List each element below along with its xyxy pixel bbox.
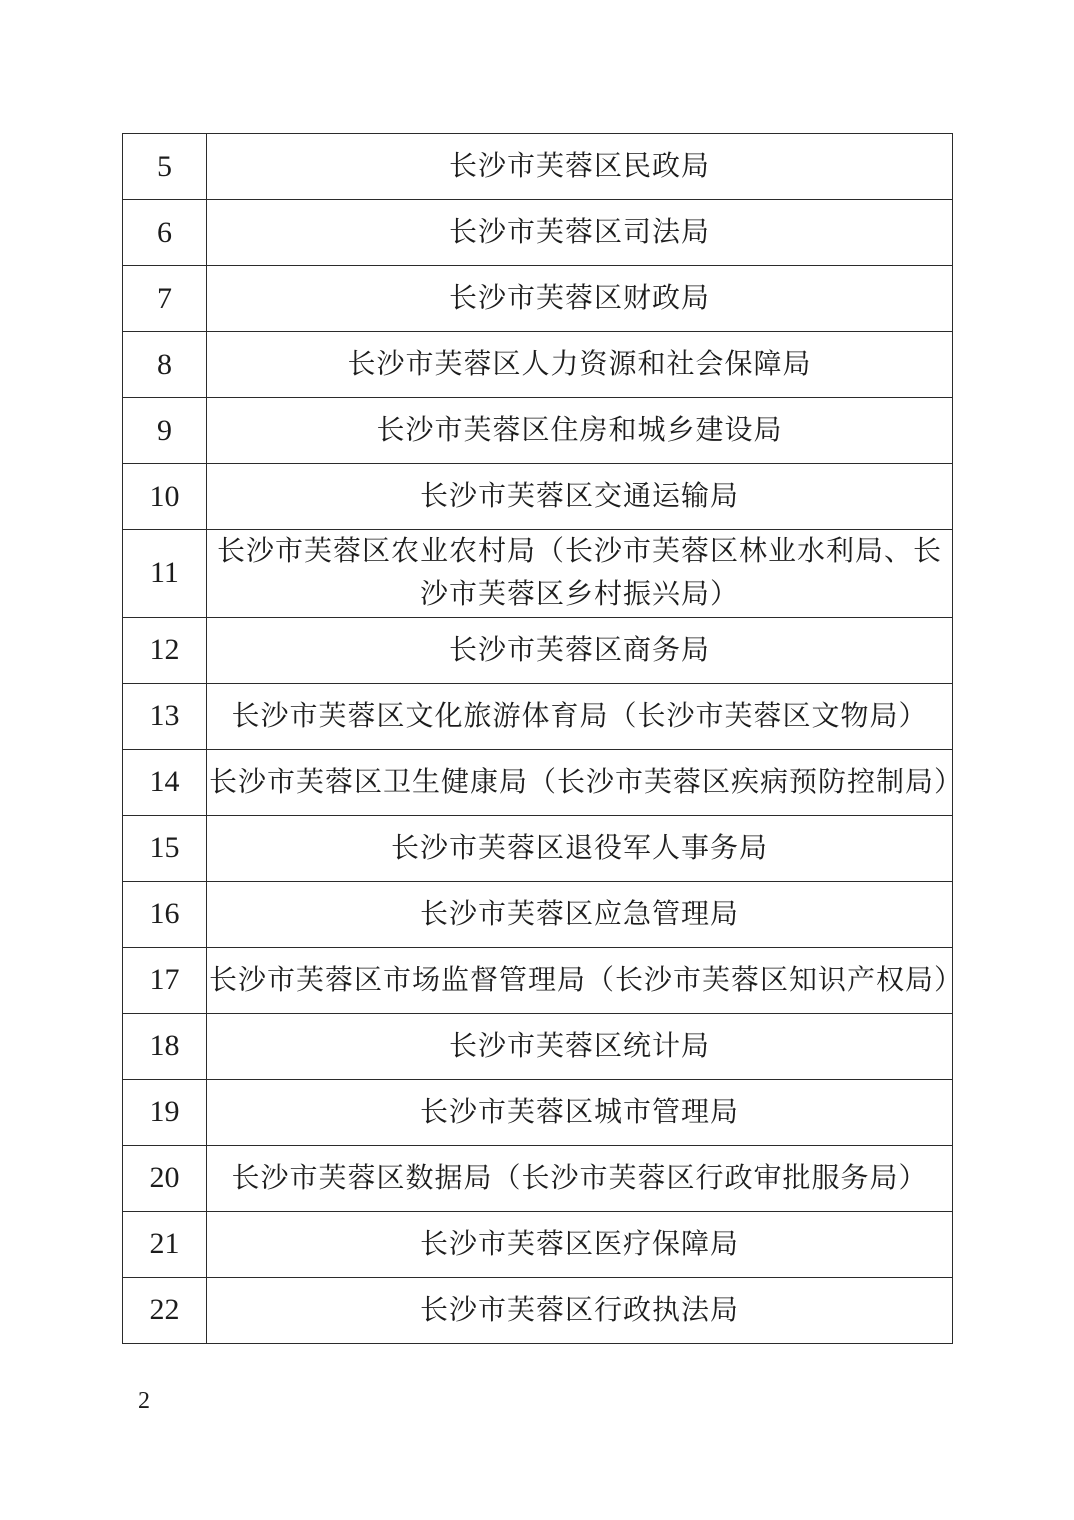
table-row: [123, 1079, 953, 1145]
table-row: [123, 1145, 953, 1211]
row-number: 18: [123, 1013, 207, 1079]
row-number: 14: [123, 749, 207, 815]
department-name: 长沙市芙蓉区人力资源和社会保障局: [207, 332, 953, 398]
page-number: 2: [138, 1388, 150, 1414]
row-number: 22: [123, 1277, 207, 1343]
table-row: [123, 617, 953, 683]
department-name: 长沙市芙蓉区民政局: [207, 134, 953, 200]
department-name: 长沙市芙蓉区应急管理局: [207, 881, 953, 947]
table-row: [123, 266, 953, 332]
table-row: [123, 683, 953, 749]
department-name: 长沙市芙蓉区交通运输局: [207, 464, 953, 530]
department-table-body: [123, 134, 964, 1344]
row-number: 9: [123, 398, 207, 464]
department-name: 长沙市芙蓉区文化旅游体育局（长沙市芙蓉区文物局）: [207, 683, 953, 749]
row-number: 11: [123, 530, 207, 618]
row-number: 15: [123, 815, 207, 881]
row-number: 12: [123, 617, 207, 683]
department-name: 长沙市芙蓉区医疗保障局: [207, 1211, 953, 1277]
row-number: 7: [123, 266, 207, 332]
table-row: [123, 464, 953, 530]
table-row: [123, 881, 953, 947]
table-row: [123, 200, 953, 266]
department-name: 长沙市芙蓉区卫生健康局（长沙市芙蓉区疾病预防控制局）: [207, 749, 953, 815]
table-row: [123, 1013, 953, 1079]
table-row: [123, 815, 953, 881]
table-row: [123, 1211, 953, 1277]
department-table: [122, 133, 964, 1344]
department-name: 长沙市芙蓉区财政局: [207, 266, 953, 332]
row-number: 17: [123, 947, 207, 1013]
department-name: 长沙市芙蓉区住房和城乡建设局: [207, 398, 953, 464]
row-number: 21: [123, 1211, 207, 1277]
table-row: [123, 398, 953, 464]
table-row: [123, 134, 953, 200]
row-number: 16: [123, 881, 207, 947]
department-name: 长沙市芙蓉区市场监督管理局（长沙市芙蓉区知识产权局）: [207, 947, 953, 1013]
department-name: 长沙市芙蓉区数据局（长沙市芙蓉区行政审批服务局）: [207, 1145, 953, 1211]
row-number: 5: [123, 134, 207, 200]
row-number: 19: [123, 1079, 207, 1145]
department-name: 长沙市芙蓉区退役军人事务局: [207, 815, 953, 881]
row-number: 10: [123, 464, 207, 530]
row-number: 8: [123, 332, 207, 398]
department-name: 长沙市芙蓉区商务局: [207, 617, 953, 683]
row-number: 6: [123, 200, 207, 266]
department-name: 长沙市芙蓉区行政执法局: [207, 1277, 953, 1343]
department-name: 长沙市芙蓉区统计局: [207, 1013, 953, 1079]
department-name: 长沙市芙蓉区城市管理局: [207, 1079, 953, 1145]
department-name: 长沙市芙蓉区司法局: [207, 200, 953, 266]
table-row: [123, 947, 953, 1013]
table-row: [123, 530, 953, 618]
row-number: 13: [123, 683, 207, 749]
table-row: [123, 332, 953, 398]
row-number: 20: [123, 1145, 207, 1211]
table-row: [123, 1277, 953, 1343]
department-name: 长沙市芙蓉区农业农村局（长沙市芙蓉区林业水利局、长沙市芙蓉区乡村振兴局）: [207, 530, 953, 618]
table-row: [123, 749, 953, 815]
